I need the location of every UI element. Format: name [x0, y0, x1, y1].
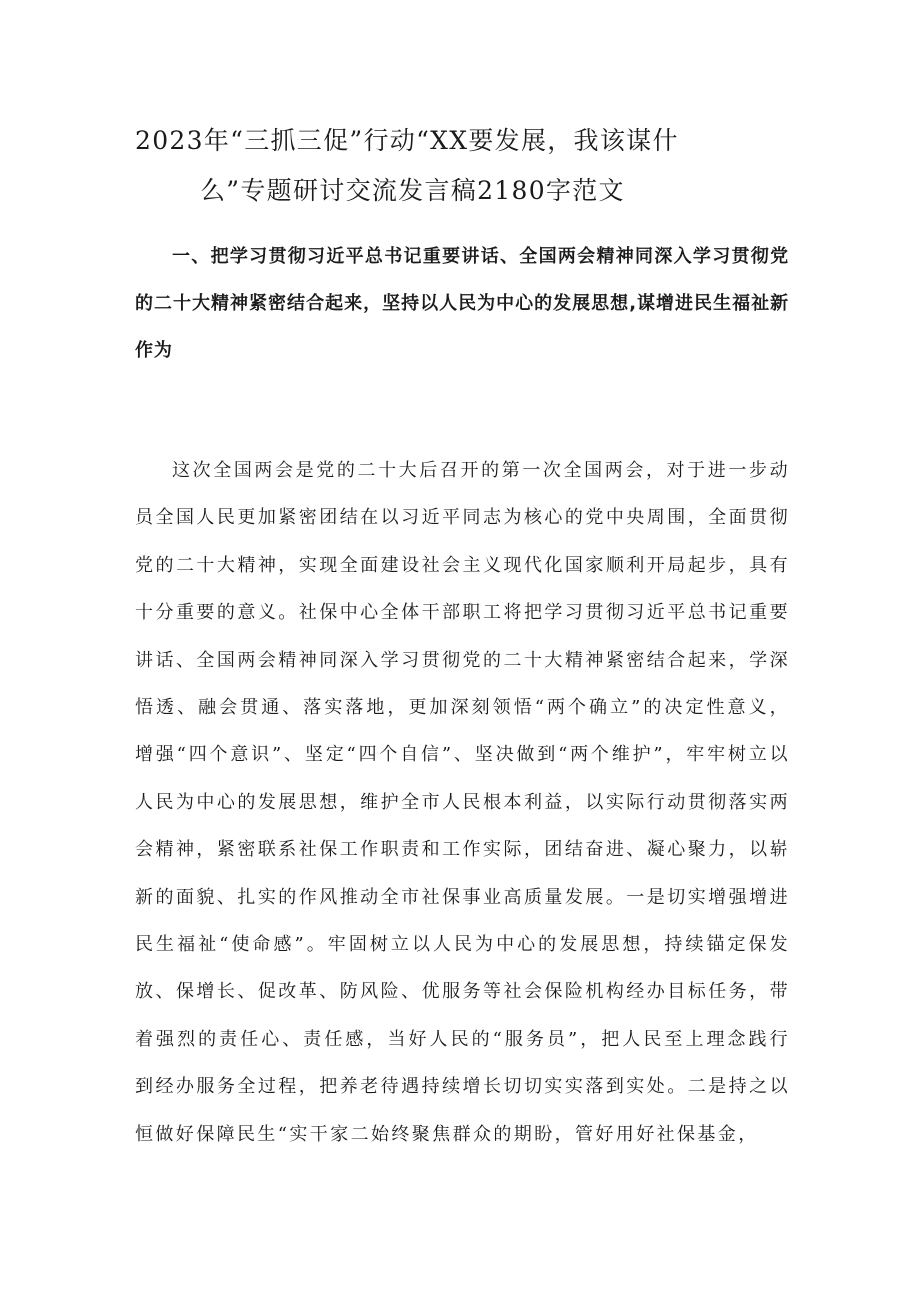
document-title — [135, 116, 785, 216]
title-line-1: 2023年“三抓三促”行动“XX要发展，我该谋什 — [135, 126, 679, 155]
body-paragraph: 这次全国两会是党的二十大后召开的第一次全国两会，对于进一步动员全国人民更加紧密团结在以习近平同志为核心的党中央周围，全面贯彻党的二十大精神，实现全面建设社会主义现代化国家顺利开局起步，具有十分重要的意义。社保中心全体干部职工将把学习贯彻习近平总书记重要讲话、全国两会精神同深入学习贯彻党的二十大精神紧密结合起来，学深悟透、融会贯通、落实落地，更加深刻领悟“两个确立”的决定性意义，增强“四个意识”、坚定“四个自信”、坚决做到“两个维护”，牢牢树立以人民为中心的发展思想，维护全市人民根本利益，以实际行动贯彻落实两会精神，紧密联系社保工作职责和工作实际，团结奋进、凝心聚力，以崭新的面貌、扎实的作风推动全市社保事业高质量发展。一是切实增强增进民生福祉“使命感”。牢固树立以人民为中心的发展思想，持续锚定保发放、保增长、促改革、防风险、优服务等社会保险机构经办目标任务，带着强烈的责任心、责任感，当好人民的“服务员”，把人民至上理念践行到经办服务全过程，把养老待遇持续增长切切实实落到实处。二是持之以恒做好保障民生“实干家二始终聚焦群众的期盼，管好用好社保基金， — [135, 460, 790, 1145]
section-heading: 一、把学习贯彻习近平总书记重要讲话、全国两会精神同深入学习贯彻党的二十大精神紧密结合起来，坚持以人民为中心的发展思想,谋增进民生福祉新作为 — [135, 246, 789, 361]
title-line-2: 么”专题研讨交流发言稿2180字范文 — [200, 176, 625, 205]
